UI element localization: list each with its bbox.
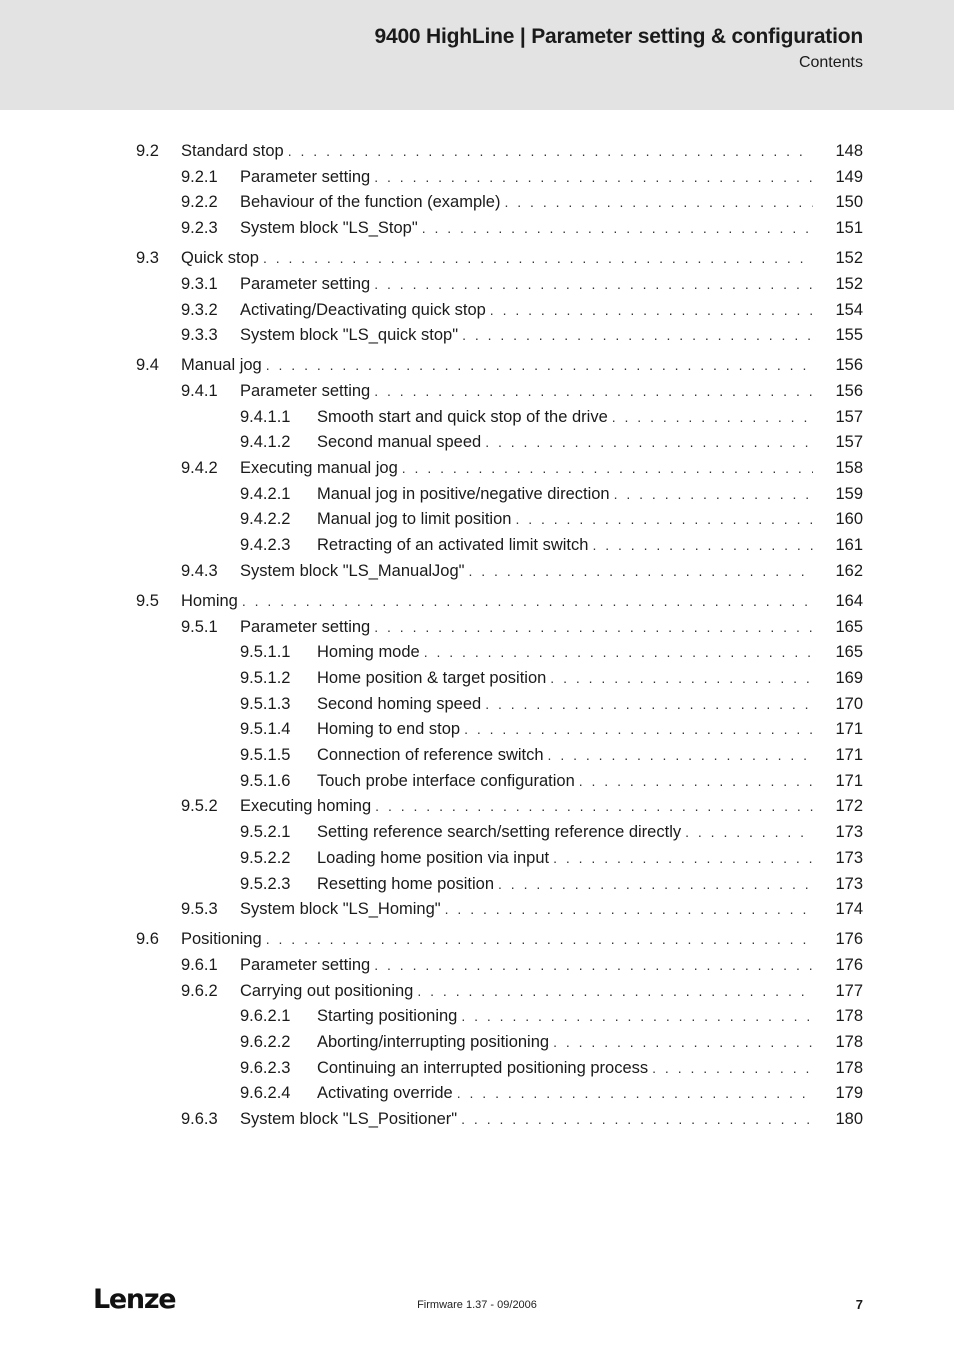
- toc-page-number: 172: [835, 797, 863, 816]
- toc-number: 9.5.2.1: [240, 823, 291, 842]
- toc-title: Homing: [181, 591, 238, 610]
- toc-page-number: 152: [835, 274, 863, 293]
- dot-leader: [461, 1005, 813, 1027]
- dot-leader: [553, 1031, 813, 1053]
- toc-entry[interactable]: [0, 140, 954, 162]
- section-name: Contents: [798, 54, 863, 71]
- toc-title-line: [317, 483, 813, 505]
- toc-title: Resetting home position: [317, 874, 495, 893]
- toc-page-number: 155: [835, 326, 863, 345]
- toc-number: 9.4.2.2: [240, 510, 291, 529]
- toc-page-number: 179: [835, 1084, 863, 1103]
- toc-entry[interactable]: [0, 299, 954, 321]
- toc-entry[interactable]: [0, 980, 954, 1002]
- toc-page-number: 162: [835, 561, 863, 580]
- toc-title: Quick stop: [181, 249, 259, 268]
- toc-entry[interactable]: [0, 247, 954, 269]
- toc-title-line: [317, 693, 813, 715]
- toc-entry[interactable]: [0, 273, 954, 295]
- toc-title-line: [317, 534, 813, 556]
- toc-entry[interactable]: [0, 191, 954, 213]
- toc-number: 9.6: [136, 930, 159, 949]
- toc-title-line: [317, 1031, 813, 1053]
- toc-title: Homing mode: [317, 643, 420, 662]
- toc-title: System block "LS_Homing": [240, 900, 441, 919]
- dot-leader: [374, 273, 813, 295]
- dot-leader: [417, 980, 813, 1002]
- toc-page-number: 178: [835, 1007, 863, 1026]
- toc-page-number: 176: [835, 955, 863, 974]
- toc-entry[interactable]: [0, 873, 954, 895]
- toc-entry[interactable]: [0, 693, 954, 715]
- dot-leader: [374, 380, 813, 402]
- toc-page-number: 177: [835, 981, 863, 1000]
- toc-entry[interactable]: [0, 795, 954, 817]
- toc-number: 9.4.2.1: [240, 484, 291, 503]
- toc-number: 9.4.2.3: [240, 536, 291, 555]
- toc-page-number: 157: [835, 433, 863, 452]
- toc-title: Executing homing: [240, 797, 372, 816]
- toc-entry[interactable]: [0, 898, 954, 920]
- toc-title-line: [317, 718, 813, 740]
- toc-entry[interactable]: [0, 821, 954, 843]
- toc-page-number: 156: [835, 381, 863, 400]
- toc-entry[interactable]: [0, 1005, 954, 1027]
- toc-page-number: 174: [835, 900, 863, 919]
- toc-title: Carrying out positioning: [240, 981, 414, 1000]
- dot-leader: [469, 560, 814, 582]
- toc-number: 9.5.2: [181, 797, 218, 816]
- toc-title-line: [317, 667, 813, 689]
- dot-leader: [612, 406, 813, 428]
- dot-leader: [374, 166, 813, 188]
- toc-title-line: [240, 795, 813, 817]
- toc-entry[interactable]: [0, 770, 954, 792]
- toc-number: 9.5.1.5: [240, 746, 291, 764]
- dot-leader: [288, 140, 813, 162]
- toc-number: 9.6.3: [181, 1110, 218, 1129]
- dot-leader: [242, 590, 813, 612]
- toc-entry[interactable]: [0, 590, 954, 612]
- dot-leader: [550, 667, 813, 689]
- toc-page-number: 170: [835, 694, 863, 713]
- toc-entry[interactable]: [0, 954, 954, 976]
- toc-title-line: [181, 247, 813, 269]
- toc-entry[interactable]: [0, 718, 954, 740]
- toc-page-number: 173: [835, 874, 863, 893]
- toc-title-line: [240, 898, 813, 920]
- toc-page-number: 151: [835, 219, 863, 238]
- toc-number: 9.6.2.3: [240, 1058, 291, 1077]
- dot-leader: [579, 770, 813, 792]
- toc-title: Manual jog: [181, 356, 262, 375]
- dot-leader: [374, 616, 813, 638]
- dot-leader: [464, 718, 813, 740]
- toc-number: 9.4.1.1: [240, 407, 291, 426]
- toc-entry[interactable]: [0, 1057, 954, 1079]
- toc-title: Second manual speed: [317, 433, 482, 452]
- toc-number: 9.3.2: [181, 300, 218, 319]
- toc-title-line: [240, 616, 813, 638]
- dot-leader: [592, 534, 813, 556]
- toc-title: Starting positioning: [317, 1007, 458, 1026]
- toc-number: 9.6.2.2: [240, 1033, 291, 1051]
- toc-number: 9.4.1: [181, 381, 218, 400]
- toc-page-number: 157: [835, 407, 863, 426]
- toc-number: 9.2.2: [181, 193, 218, 212]
- dot-leader: [515, 508, 813, 530]
- toc-title: Parameter setting: [240, 274, 371, 293]
- toc-title: Executing manual jog: [240, 459, 398, 477]
- toc-page-number: 176: [835, 930, 863, 949]
- toc-title-line: [240, 324, 813, 346]
- toc-page-number: 180: [835, 1110, 863, 1129]
- toc-number: 9.4.3: [181, 561, 218, 580]
- toc-page-number: 169: [835, 668, 863, 687]
- dot-leader: [553, 847, 813, 869]
- toc-title-line: [317, 508, 813, 530]
- toc-title-line: [240, 299, 813, 321]
- toc-number: 9.6.2.1: [240, 1007, 291, 1026]
- toc-title: System block "LS_ManualJog": [240, 561, 465, 580]
- dot-leader: [445, 898, 813, 920]
- toc-entry[interactable]: [0, 324, 954, 346]
- toc-title: Parameter setting: [240, 955, 371, 974]
- toc-title-line: [240, 560, 813, 582]
- dot-leader: [462, 324, 813, 346]
- toc-entry[interactable]: [0, 217, 954, 239]
- toc-title-line: [240, 166, 813, 188]
- toc-title: Homing to end stop: [317, 720, 461, 739]
- toc-number: 9.5: [136, 591, 159, 610]
- toc-number: 9.4.1.2: [240, 433, 291, 452]
- toc-number: 9.3.3: [181, 326, 218, 345]
- toc-entry[interactable]: [0, 166, 954, 188]
- toc-page-number: 173: [835, 848, 863, 867]
- toc-page-number: 165: [835, 643, 863, 662]
- toc-number: 9.5.1.6: [240, 771, 291, 790]
- toc-entry[interactable]: [0, 744, 954, 766]
- toc-title-line: [181, 354, 813, 376]
- dot-leader: [490, 299, 813, 321]
- toc-number: 9.6.1: [181, 955, 218, 974]
- toc-title: Home position & target position: [317, 668, 547, 687]
- dot-leader: [263, 247, 813, 269]
- toc-page-number: 152: [835, 249, 863, 268]
- toc-title: Loading home position via input: [317, 848, 550, 867]
- toc-title: Aborting/interrupting positioning: [317, 1033, 550, 1051]
- dot-leader: [461, 1108, 813, 1130]
- dot-leader: [498, 873, 813, 895]
- toc-title-line: [240, 273, 813, 295]
- toc-title: Standard stop: [181, 142, 284, 160]
- toc-page-number: 158: [835, 459, 863, 477]
- page-number: 7: [855, 1297, 863, 1312]
- toc-page-number: 171: [835, 771, 863, 790]
- toc-number: 9.5.1.1: [240, 643, 291, 662]
- toc-title-line: [317, 1082, 813, 1104]
- toc-entry[interactable]: [0, 847, 954, 869]
- toc-entry[interactable]: [0, 354, 954, 376]
- dot-leader: [422, 217, 813, 239]
- dot-leader: [266, 928, 813, 950]
- toc-number: 9.6.2: [181, 981, 218, 1000]
- toc-title-line: [240, 954, 813, 976]
- toc-page-number: 148: [835, 142, 863, 160]
- dot-leader: [548, 744, 813, 766]
- toc-title-line: [317, 821, 813, 843]
- toc-title: Activating/Deactivating quick stop: [240, 300, 486, 319]
- toc-page-number: 160: [835, 510, 863, 529]
- toc-number: 9.5.2.3: [240, 874, 291, 893]
- toc-page-number: 173: [835, 823, 863, 842]
- toc-page-number: 161: [835, 536, 863, 555]
- toc-title-line: [317, 847, 813, 869]
- toc-title: Connection of reference switch: [317, 746, 544, 764]
- dot-leader: [374, 954, 813, 976]
- toc-number: 9.3.1: [181, 274, 218, 293]
- toc-title: Continuing an interrupted positioning process: [317, 1058, 649, 1077]
- toc-title: Manual jog to limit position: [317, 510, 512, 529]
- toc-page-number: 150: [835, 193, 863, 212]
- toc-title-line: [181, 928, 813, 950]
- toc-title-line: [317, 1005, 813, 1027]
- toc-number: 9.5.1.3: [240, 694, 291, 713]
- dot-leader: [266, 354, 813, 376]
- toc-title: Setting reference search/setting reference directly: [317, 823, 682, 842]
- toc-entry[interactable]: [0, 1082, 954, 1104]
- toc-title-line: [181, 140, 813, 162]
- toc-title-line: [317, 770, 813, 792]
- toc-entry[interactable]: [0, 560, 954, 582]
- toc-page-number: 171: [835, 746, 863, 764]
- lenze-logo: Lenze: [93, 1284, 176, 1315]
- toc-title-line: [317, 641, 813, 663]
- toc-title: Positioning: [181, 930, 262, 949]
- toc-number: 9.4: [136, 356, 159, 375]
- toc-entry[interactable]: [0, 616, 954, 638]
- toc-title-line: [317, 744, 813, 766]
- toc-title-line: [181, 590, 813, 612]
- toc-title: Parameter setting: [240, 617, 371, 636]
- toc-entry[interactable]: [0, 1031, 954, 1053]
- toc-title: System block "LS_quick stop": [240, 326, 459, 345]
- dot-leader: [614, 483, 813, 505]
- toc-page-number: 178: [835, 1058, 863, 1077]
- toc-title-line: [317, 406, 813, 428]
- toc-title: Second homing speed: [317, 694, 482, 713]
- dot-leader: [402, 457, 813, 479]
- toc-number: 9.4.2: [181, 459, 218, 477]
- toc-entry[interactable]: [0, 641, 954, 663]
- toc-number: 9.5.1.2: [240, 668, 291, 687]
- toc-page-number: 149: [835, 167, 863, 186]
- toc-number: 9.5.3: [181, 900, 218, 919]
- toc-page-number: 164: [835, 591, 863, 610]
- dot-leader: [685, 821, 813, 843]
- toc-title-line: [240, 380, 813, 402]
- dot-leader: [485, 431, 813, 453]
- toc-title: System block "LS_Positioner": [240, 1110, 458, 1129]
- toc-title: Touch probe interface configuration: [317, 771, 575, 790]
- dot-leader: [457, 1082, 813, 1104]
- toc-number: 9.5.1.4: [240, 720, 291, 739]
- toc-title-line: [317, 873, 813, 895]
- toc-entry[interactable]: [0, 928, 954, 950]
- toc-title: System block "LS_Stop": [240, 219, 418, 238]
- toc-entry[interactable]: [0, 431, 954, 453]
- toc-title-line: [240, 217, 813, 239]
- toc-number: 9.2.1: [181, 167, 218, 186]
- toc-entry[interactable]: [0, 406, 954, 428]
- dot-leader: [375, 795, 813, 817]
- toc-number: 9.2: [136, 142, 159, 160]
- toc-title: Manual jog in positive/negative direction: [317, 484, 610, 503]
- toc-title: Retracting of an activated limit switch: [317, 536, 589, 555]
- dot-leader: [485, 693, 813, 715]
- toc-title-line: [240, 1108, 813, 1130]
- document-title: 9400 HighLine | Parameter setting & configuration: [374, 25, 863, 48]
- toc-entry[interactable]: [0, 380, 954, 402]
- toc-title: Parameter setting: [240, 381, 371, 400]
- toc-page-number: 156: [835, 356, 863, 375]
- toc-number: 9.2.3: [181, 219, 218, 238]
- toc-title-line: [240, 457, 813, 479]
- toc-page-number: 165: [835, 617, 863, 636]
- toc-entry[interactable]: [0, 508, 954, 530]
- toc-title: Parameter setting: [240, 167, 371, 186]
- toc-title-line: [240, 980, 813, 1002]
- toc-entry[interactable]: [0, 1108, 954, 1130]
- dot-leader: [652, 1057, 813, 1079]
- toc-number: 9.5.1: [181, 617, 218, 636]
- toc-title-line: [317, 431, 813, 453]
- toc-title: Behaviour of the function (example): [240, 193, 501, 212]
- toc-page-number: 154: [835, 300, 863, 319]
- toc-title-line: [240, 191, 813, 213]
- toc-page-number: 171: [835, 720, 863, 739]
- toc-entry[interactable]: [0, 667, 954, 689]
- toc-title: Smooth start and quick stop of the drive: [317, 407, 608, 426]
- toc-title-line: [317, 1057, 813, 1079]
- toc-entry[interactable]: [0, 483, 954, 505]
- toc-entry[interactable]: [0, 534, 954, 556]
- dot-leader: [504, 191, 813, 213]
- toc-number: 9.6.2.4: [240, 1084, 291, 1103]
- toc-page-number: 159: [835, 484, 863, 503]
- toc-number: 9.3: [136, 249, 159, 268]
- firmware-version: Firmware 1.37 - 09/2006: [417, 1299, 537, 1311]
- toc-number: 9.5.2.2: [240, 848, 291, 867]
- toc-title: Activating override: [317, 1084, 453, 1103]
- toc-page-number: 178: [835, 1033, 863, 1051]
- toc-entry[interactable]: [0, 457, 954, 479]
- dot-leader: [424, 641, 813, 663]
